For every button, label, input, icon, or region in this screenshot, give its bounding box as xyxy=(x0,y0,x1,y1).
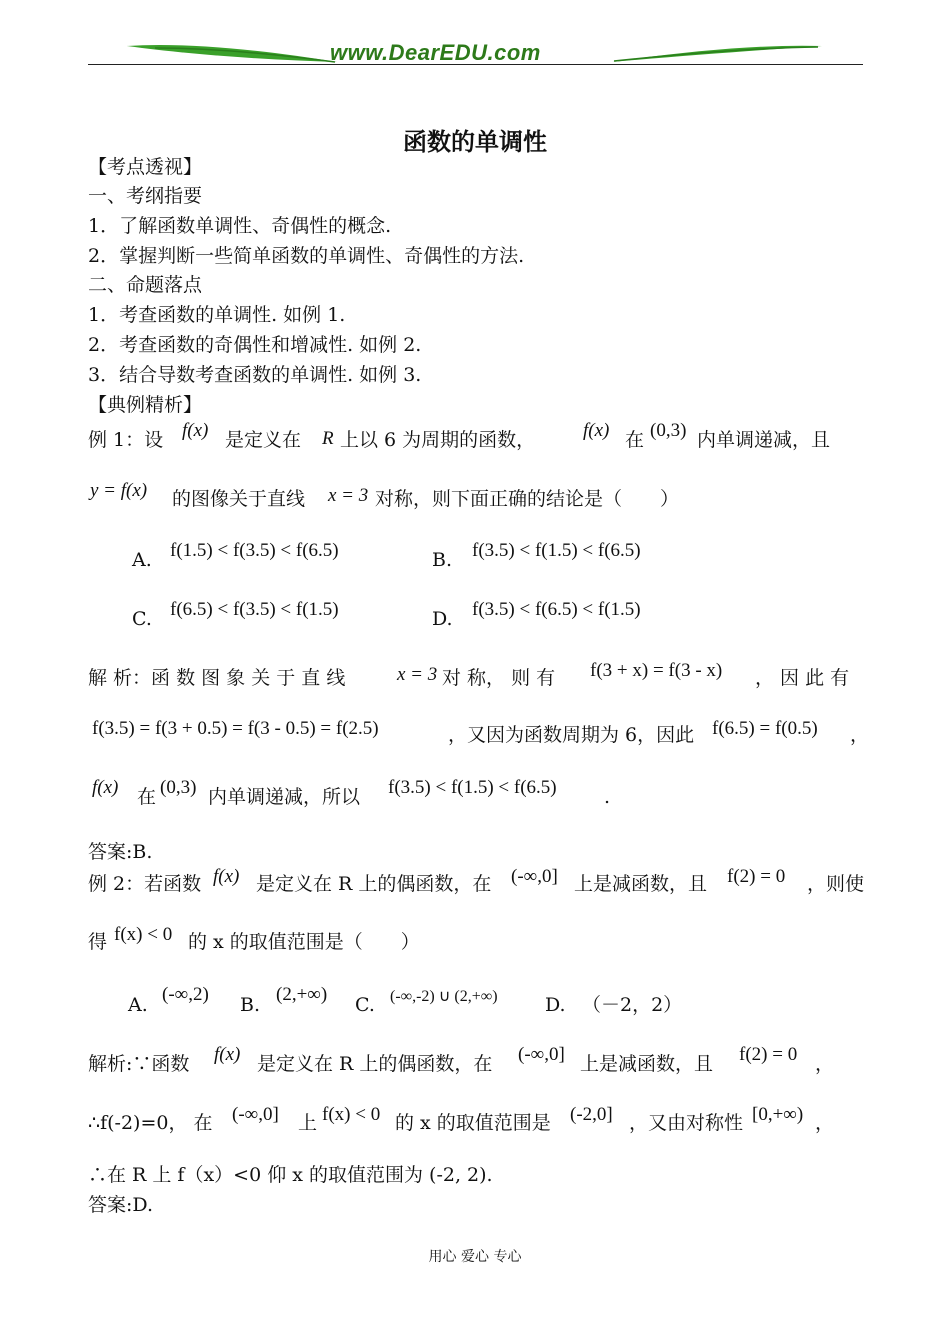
ex2-solution-text: 是定义在 R 上的偶函数，在 xyxy=(257,1053,493,1075)
option-label: A. xyxy=(132,549,152,571)
option-label: C. xyxy=(132,608,152,630)
ex2-text: 的 x 的取值范围是（ ） xyxy=(188,931,420,953)
ex2-text: 例 2：若函数 xyxy=(88,873,202,895)
ex1-solution-text: ，又因为函数周期为 6，因此 xyxy=(448,724,695,746)
ex1-math: f(3.5) < f(1.5) < f(6.5) xyxy=(388,777,557,798)
option-label: D. xyxy=(545,994,566,1016)
ex2-text: ，则使 xyxy=(807,873,865,895)
option-label: D. xyxy=(432,608,453,630)
list-item: 2．掌握判断一些简单函数的单调性、奇偶性的方法. xyxy=(88,245,525,267)
ex2-math: f(2) = 0 xyxy=(739,1044,798,1065)
option-a: f(1.5) < f(3.5) < f(6.5) xyxy=(170,540,339,561)
ex2-math: f(x) < 0 xyxy=(114,924,173,945)
ex1-answer: 答案:B. xyxy=(88,841,153,863)
ex1-text: 是定义在 xyxy=(225,429,302,451)
ex1-solution-text: 在 xyxy=(137,786,157,808)
ex2-solution-text: ∴f(-2)=0， 在 xyxy=(88,1112,213,1134)
ex1-math: f(x) xyxy=(182,420,209,441)
ex1-solution-text: 内单调递减，所以 xyxy=(208,786,361,808)
ex1-math: y = f(x) xyxy=(90,480,148,501)
section-heading-kaodian: 【考点透视】 xyxy=(88,156,203,178)
ex1-math: f(x) xyxy=(92,777,119,798)
ex1-math: x = 3 xyxy=(328,485,369,506)
ex1-math: f(6.5) = f(0.5) xyxy=(712,718,818,739)
ex2-solution-text: 解析:∵函数 xyxy=(88,1053,190,1075)
ex2-math: f(2) = 0 xyxy=(727,866,786,887)
ex1-math: (0,3) xyxy=(650,420,687,441)
ex1-math: f(3 + x) = f(3 - x) xyxy=(590,660,723,681)
list-item: 1．考查函数的单调性. 如例 1. xyxy=(88,304,346,326)
option-b: (2,+∞) xyxy=(276,984,328,1005)
ex1-text: 在 xyxy=(625,429,645,451)
ex2-math: f(x) xyxy=(213,866,240,887)
ex1-math: f(x) xyxy=(583,420,610,441)
ex2-text: 得 xyxy=(88,931,108,953)
option-c: (-∞,-2) ∪ (2,+∞) xyxy=(390,988,498,1005)
ex1-solution-text: 解 析：函 数 图 象 关 于 直 线 xyxy=(88,667,346,689)
ex2-solution-text: ， xyxy=(815,1053,835,1075)
ex2-math: f(x) xyxy=(214,1044,241,1065)
page-footer: 用心 爱心 专心 xyxy=(428,1249,522,1265)
section-heading-gangyao: 一、考纲指要 xyxy=(88,185,203,207)
option-c: f(6.5) < f(3.5) < f(1.5) xyxy=(170,599,339,620)
ex2-math: f(x) < 0 xyxy=(322,1104,381,1125)
ex2-math: (-2,0] xyxy=(570,1104,613,1125)
option-label: A. xyxy=(128,994,148,1016)
logo-text: www.DearEDU.com xyxy=(330,40,541,65)
ex2-solution-text: ，又由对称性 xyxy=(629,1112,744,1134)
ex2-solution-text: 的 x 的取值范围是 xyxy=(395,1112,551,1134)
option-d: f(3.5) < f(6.5) < f(1.5) xyxy=(472,599,641,620)
option-a: (-∞,2) xyxy=(162,984,209,1005)
option-d: （－2，2） xyxy=(582,994,683,1016)
ex2-text: 上是减函数，且 xyxy=(574,873,708,895)
option-label: B. xyxy=(432,549,453,571)
ex1-text: 内单调递减，且 xyxy=(697,429,831,451)
ex1-text: 例 1：设 xyxy=(88,429,164,451)
ex2-math: (-∞,0] xyxy=(511,866,558,887)
ex1-solution-text: ， xyxy=(850,724,870,746)
ex1-math: (0,3) xyxy=(160,777,197,798)
list-item: 3．结合导数考查函数的单调性. 如例 3. xyxy=(88,364,422,386)
ex2-solution-text: 上 xyxy=(298,1112,318,1134)
section-heading-luodian: 二、命题落点 xyxy=(88,274,203,296)
list-item: 2．考查函数的奇偶性和增减性. 如例 2. xyxy=(88,334,422,356)
ex2-text: 是定义在 R 上的偶函数，在 xyxy=(256,873,492,895)
option-b: f(3.5) < f(1.5) < f(6.5) xyxy=(472,540,641,561)
option-label: C. xyxy=(355,994,375,1016)
ex2-math: (-∞,0] xyxy=(518,1044,565,1065)
header-rule xyxy=(88,64,863,65)
ex2-solution-text: 上是减函数，且 xyxy=(580,1053,714,1075)
ex1-math: x = 3 xyxy=(397,664,438,685)
ex1-solution-text: ， 因 此 有 xyxy=(755,667,850,689)
ex1-text: 的图像关于直线 xyxy=(172,488,306,510)
ex1-text: 对称，则下面正确的结论是（ ） xyxy=(375,488,680,510)
option-label: B. xyxy=(240,994,261,1016)
page-title: 函数的单调性 xyxy=(403,128,547,156)
ex1-solution-text: . xyxy=(604,786,611,808)
ex2-math: (-∞,0] xyxy=(232,1104,279,1125)
ex2-answer: 答案:D. xyxy=(88,1194,153,1216)
section-heading-dianli: 【典例精析】 xyxy=(88,394,203,416)
ex1-math: R xyxy=(322,428,334,449)
ex1-solution-text: 对 称， 则 有 xyxy=(442,667,556,689)
ex2-math: [0,+∞) xyxy=(752,1104,804,1125)
list-item: 1．了解函数单调性、奇偶性的概念. xyxy=(88,215,392,237)
ex1-math: f(3.5) = f(3 + 0.5) = f(3 - 0.5) = f(2.5) xyxy=(92,718,379,739)
ex2-solution-text: ， xyxy=(815,1112,835,1134)
ex1-text: 上以 6 为周期的函数， xyxy=(340,429,536,451)
ex2-solution-text: ∴在 R 上 f（x）<0 仰 x 的取值范围为 (-2, 2). xyxy=(88,1164,493,1186)
